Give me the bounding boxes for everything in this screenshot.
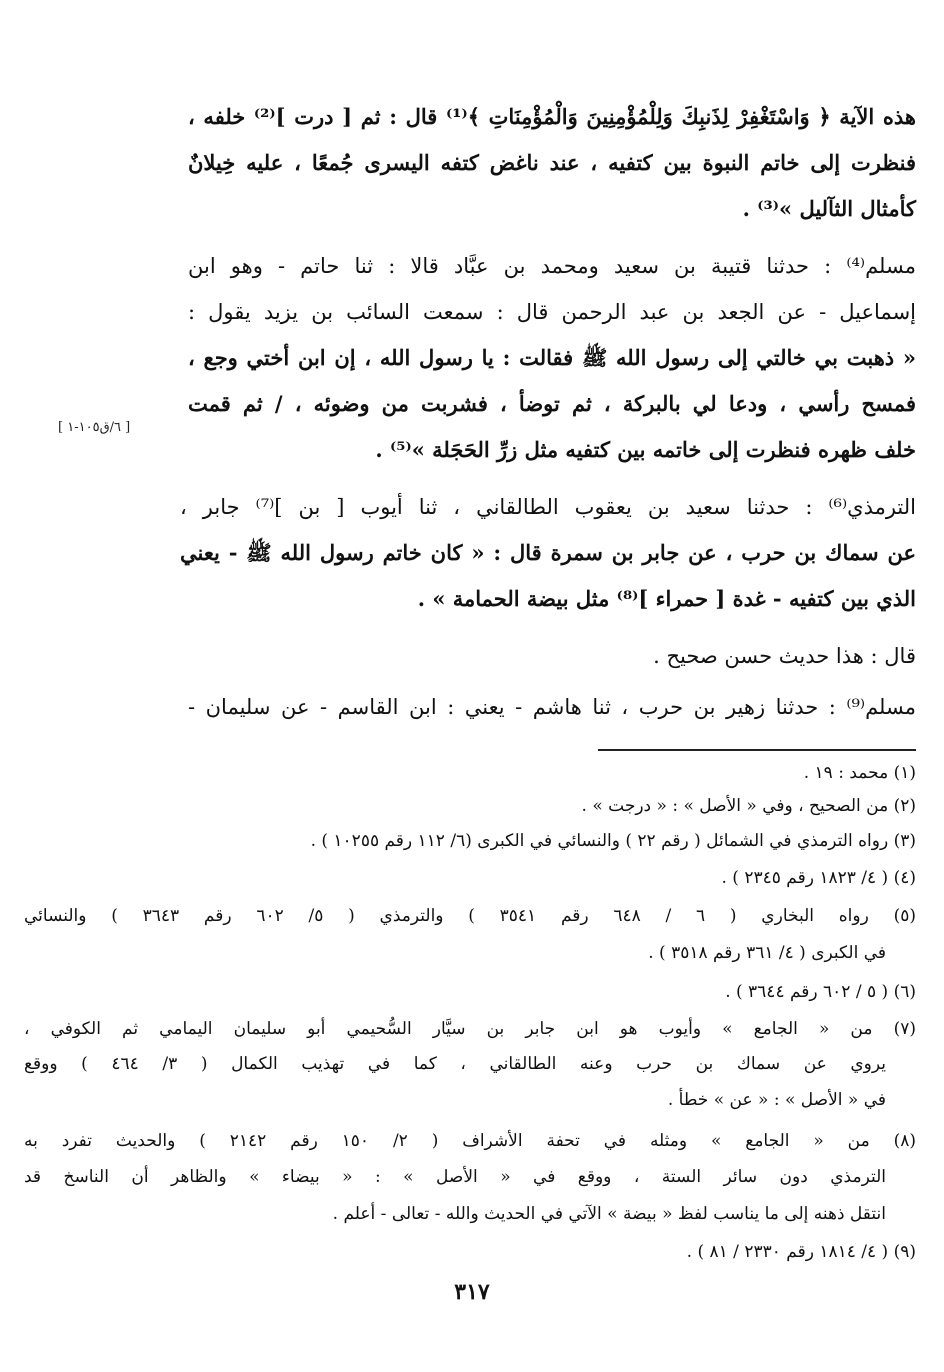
body-line-9: الترمذي⁽⁶⁾ : حدثنا سعيد بن يعقوب الطالقاني ، ثنا أيوب [ بن ]⁽⁷⁾ جابر ، — [180, 495, 916, 519]
footnote-5: (٥) رواه البخاري ( ٦ / ٦٤٨ رقم ٣٥٤١ ) والترمذي ( ٥/ ٦٠٢ رقم ٣٦٤٣ ) والنسائي — [24, 906, 916, 926]
body-line-4: مسلم⁽⁴⁾ : حدثنا قتيبة بن سعيد ومحمد بن عبَّاد قالا : ثنا حاتم - وهو ابن — [188, 254, 916, 278]
body-line-2: فنظرت إلى خاتم النبوة بين كتفيه ، عند ناغض كتفه اليسرى جُمعًا ، عليه خِيلانٌ — [188, 150, 916, 175]
body-line-11: الذي بين كتفيه - غدة [ حمراء ]⁽⁸⁾ مثل بيضة الحمامة » . — [417, 586, 916, 611]
footnote-6: (٦) ( ٥ / ٦٠٢ رقم ٣٦٤٤ ) . — [725, 982, 916, 1002]
footnote-3: (٣) رواه الترمذي في الشمائل ( رقم ٢٢ ) والنسائي في الكبرى (٦/ ١١٢ رقم ١٠٢٥٥ ) . — [310, 831, 916, 851]
footnote-5-cont: في الكبرى ( ٤/ ٣٦١ رقم ٣٥١٨ ) . — [648, 943, 886, 963]
footnote-7-cont-2: في « الأصل » : « عن » خطأ . — [667, 1090, 886, 1110]
body-line-1: هذه الآية ﴿ وَاسْتَغْفِرْ لِذَنبِكَ وَلِلْمُؤْمِنِينَ وَالْمُؤْمِنَاتِ ﴾⁽¹⁾ قال : ثم [ درت ]⁽²⁾ خلفه ، — [188, 104, 916, 129]
body-line-8: خلف ظهره فنظرت إلى خاتمه بين كتفيه مثل زرِّ الحَجَلة »⁽⁵⁾ . — [375, 437, 916, 462]
footnote-2: (٢) من الصحيح ، وفي « الأصل » : « درجت » . — [581, 796, 916, 816]
body-line-10: عن سماك بن حرب ، عن جابر بن سمرة قال : « كان خاتم رسول الله ﷺ - يعني — [180, 540, 917, 565]
footnote-1: (١) محمد : ١٩ . — [803, 763, 916, 783]
footnote-7-cont-1: يروي عن سماك بن حرب وعنه الطالقاني ، كما في تهذيب الكمال ( ٣/ ٤٦٤ ) ووقع — [24, 1054, 886, 1074]
manuscript-folio-note: [ ٦/ق١٠٥-١ ] — [58, 420, 131, 435]
footnote-7: (٧) من « الجامع » وأيوب هو ابن جابر بن سيَّار السُّحيمي أبو سليمان اليمامي ثم الكوفي ، — [24, 1019, 916, 1039]
footnote-8-cont-2: انتقل ذهنه إلى ما يناسب لفظ « بيضة » الآتي في الحديث والله - تعالى - أعلم . — [332, 1204, 886, 1224]
body-line-6: « ذهبت بي خالتي إلى رسول الله ﷺ فقالت : يا رسول الله ، إن ابن أختي وجع ، — [188, 345, 916, 370]
footnote-8-cont-1: الترمذي دون سائر الستة ، ووقع في « الأصل » : « بيضاء » والظاهر أن الناسخ قد — [24, 1167, 886, 1187]
body-line-7: فمسح رأسي ، ودعا لي بالبركة ، ثم توضأ ، فشربت من وضوئه ، / ثم قمت — [188, 391, 916, 416]
footnote-8: (٨) من « الجامع » ومثله في تحفة الأشراف ( ٢/ ١٥٠ رقم ٢١٤٢ ) والحديث تفرد به — [24, 1131, 916, 1151]
footnote-4: (٤) ( ٤/ ١٨٢٣ رقم ٢٣٤٥ ) . — [721, 868, 916, 888]
footnote-9: (٩) ( ٤/ ١٨١٤ رقم ٢٣٣٠ / ٨١ ) . — [686, 1242, 916, 1262]
body-line-3: كأمثال الثآليل »⁽³⁾ . — [742, 196, 916, 221]
body-line-13: مسلم⁽⁹⁾ : حدثنا زهير بن حرب ، ثنا هاشم - يعني : ابن القاسم - عن سليمان - — [188, 695, 916, 719]
page-number: ٣١٧ — [454, 1279, 490, 1305]
footnote-divider — [598, 749, 916, 751]
body-line-5: إسماعيل - عن الجعد بن عبد الرحمن قال : سمعت السائب بن يزيد يقول : — [188, 300, 916, 324]
body-line-12: قال : هذا حديث حسن صحيح . — [653, 644, 916, 668]
